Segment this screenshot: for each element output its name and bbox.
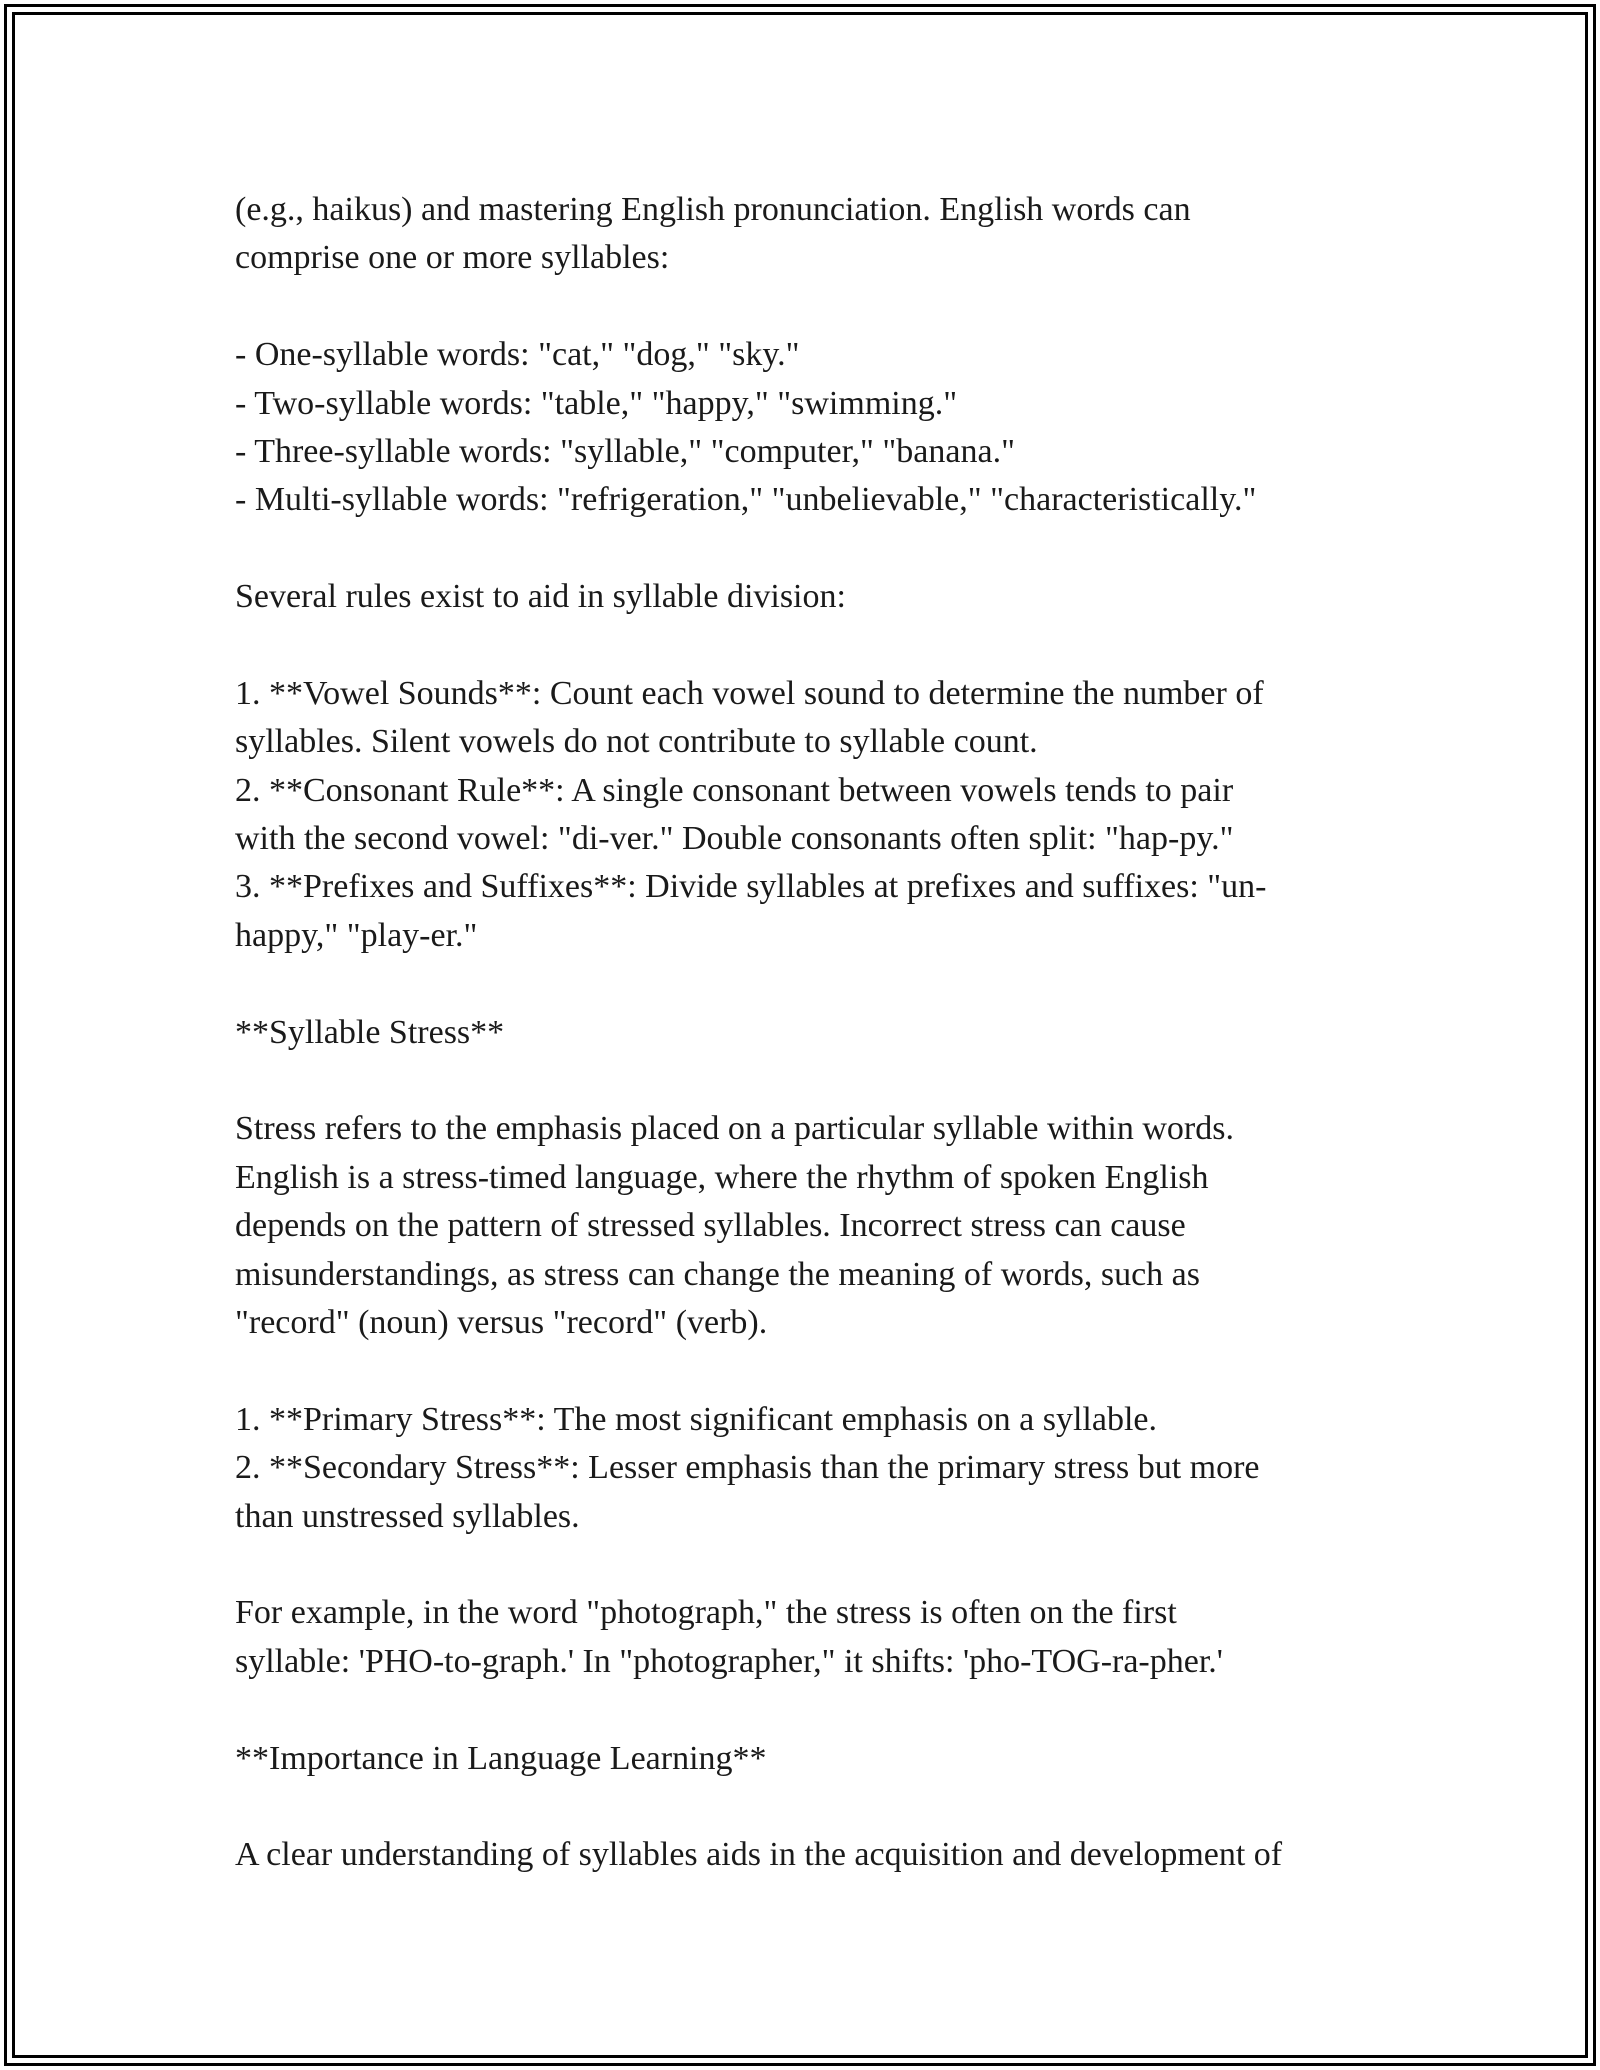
list-item: - One-syllable words: "cat," "dog," "sky." bbox=[235, 336, 800, 374]
text-line: than unstressed syllables. bbox=[235, 1497, 580, 1535]
numbered-item: 1. **Vowel Sounds**: Count each vowel sound to determine the number of bbox=[235, 674, 1264, 712]
numbered-item: 1. **Primary Stress**: The most significant emphasis on a syllable. bbox=[235, 1400, 1157, 1438]
blank-line bbox=[235, 283, 1415, 331]
blank-line bbox=[235, 960, 1415, 1008]
numbered-item: 2. **Consonant Rule**: A single consonant between vowels tends to pair bbox=[235, 771, 1234, 809]
text-line: comprise one or more syllables: bbox=[235, 239, 670, 277]
text-line: Stress refers to the emphasis placed on a particular syllable within words. bbox=[235, 1110, 1234, 1148]
numbered-item: 2. **Secondary Stress**: Lesser emphasis than the primary stress but more bbox=[235, 1449, 1260, 1487]
blank-line bbox=[235, 1686, 1415, 1734]
blank-line bbox=[235, 1541, 1415, 1589]
text-line: Several rules exist to aid in syllable division: bbox=[235, 578, 846, 616]
text-line: syllables. Silent vowels do not contribute to syllable count. bbox=[235, 723, 1038, 761]
section-heading: **Importance in Language Learning** bbox=[235, 1739, 767, 1777]
text-line: For example, in the word "photograph," the stress is often on the first bbox=[235, 1594, 1177, 1632]
list-item: - Multi-syllable words: "refrigeration," "unbelievable," "characteristically." bbox=[235, 481, 1257, 519]
blank-line bbox=[235, 1783, 1415, 1831]
list-item: - Two-syllable words: "table," "happy," "swimming." bbox=[235, 384, 958, 422]
text-line: A clear understanding of syllables aids in the acquisition and development of bbox=[235, 1836, 1283, 1874]
text-line: syllable: 'PHO-to-graph.' In "photographer," it shifts: 'pho-TOG-ra-pher.' bbox=[235, 1642, 1223, 1680]
blank-line bbox=[235, 1347, 1415, 1395]
numbered-item: 3. **Prefixes and Suffixes**: Divide syllables at prefixes and suffixes: "un- bbox=[235, 868, 1267, 906]
text-line: with the second vowel: "di-ver." Double consonants often split: "hap-py." bbox=[235, 820, 1234, 858]
section-heading: **Syllable Stress** bbox=[235, 1013, 505, 1051]
blank-line bbox=[235, 525, 1415, 573]
blank-line bbox=[235, 1057, 1415, 1105]
text-line: depends on the pattern of stressed syllables. Incorrect stress can cause bbox=[235, 1207, 1186, 1245]
blank-line bbox=[235, 622, 1415, 670]
document-body bbox=[235, 186, 1415, 1880]
text-line: English is a stress-timed language, where the rhythm of spoken English bbox=[235, 1158, 1209, 1196]
text-line: (e.g., haikus) and mastering English pronunciation. English words can bbox=[235, 191, 1191, 228]
text-line: misunderstandings, as stress can change the meaning of words, such as bbox=[235, 1255, 1200, 1293]
list-item: - Three-syllable words: "syllable," "computer," "banana." bbox=[235, 432, 1015, 470]
text-line: happy," "play-er." bbox=[235, 916, 478, 954]
text-line: "record" (noun) versus "record" (verb). bbox=[235, 1303, 768, 1341]
